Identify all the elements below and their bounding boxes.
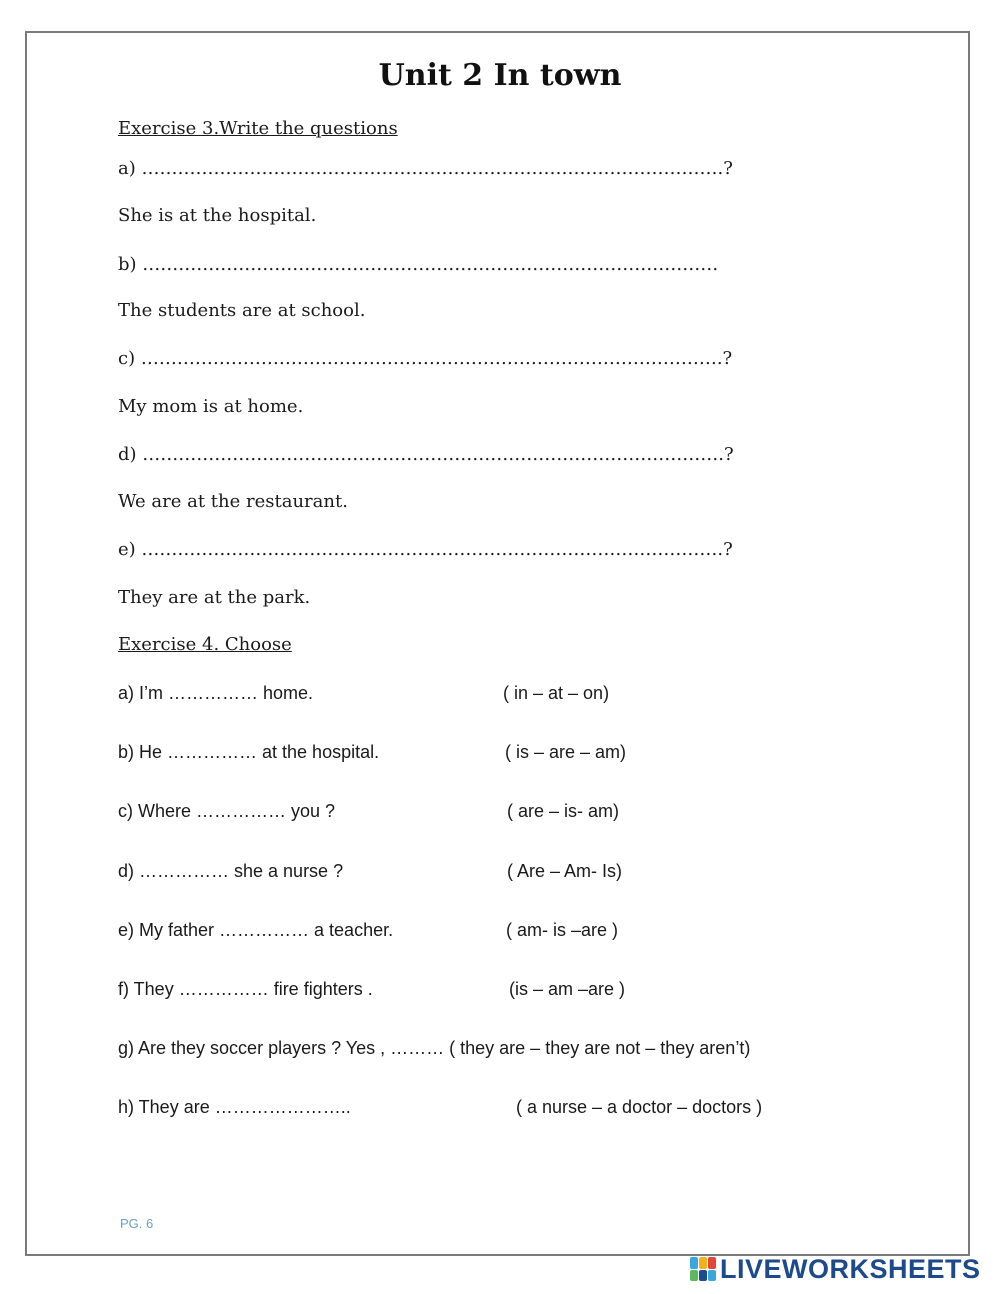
exercise-4-sentence-c[interactable]: c) Where …………… you ?	[118, 801, 336, 821]
liveworksheets-brand: LIVEWORKSHEETS	[720, 1253, 981, 1284]
exercise-4-sentence-g[interactable]: g) Are they soccer players ? Yes , ……… ( they are – they are not – they aren’t)	[118, 1038, 751, 1058]
exercise-4-options-b: ( is – are – am)	[505, 742, 627, 762]
exercise-3-prompt-e[interactable]: e) …………………………………………………………………………………….?	[118, 539, 733, 560]
exercise-3-answer-d: We are at the restaurant.	[118, 491, 348, 512]
exercise-3-answer-c: My mom is at home.	[118, 396, 304, 417]
exercise-4-sentence-a[interactable]: a) I’m …………… home.	[118, 683, 314, 703]
exercise-4-options-d: ( Are – Am- Is)	[507, 861, 623, 881]
exercise-3-heading: Exercise 3.Write the questions	[118, 118, 398, 139]
exercise-4-heading: Exercise 4. Choose	[118, 634, 292, 655]
exercise-4-options-f: (is – am –are )	[509, 979, 626, 999]
exercise-3-answer-b: The students are at school.	[118, 300, 366, 321]
exercise-3-answer-a: She is at the hospital.	[118, 205, 317, 226]
exercise-3-prompt-c[interactable]: c) …………………………………………………………………………………….?	[118, 348, 733, 369]
exercise-3-prompt-a[interactable]: a) …………………………………………………………………………………….?	[118, 158, 733, 179]
exercise-4-options-h: ( a nurse – a doctor – doctors )	[516, 1097, 763, 1117]
exercise-4-sentence-d[interactable]: d) …………… she a nurse ?	[118, 861, 344, 881]
page-title: Unit 2 In town	[378, 58, 622, 93]
exercise-4-sentence-b[interactable]: b) He …………… at the hospital.	[118, 742, 380, 762]
exercise-4-options-e: ( am- is –are )	[506, 920, 619, 940]
exercise-3-answer-e: They are at the park.	[118, 587, 311, 608]
exercise-3-prompt-b[interactable]: b) ……………………………………………………………………………………	[118, 254, 719, 275]
page-number: PG. 6	[120, 1216, 154, 1231]
exercise-4-options-c: ( are – is- am)	[507, 801, 620, 821]
exercise-4-sentence-h[interactable]: h) They are …………………..	[118, 1097, 351, 1117]
exercise-3-prompt-d[interactable]: d) …………………………………………………………………………………….?	[118, 444, 734, 465]
exercise-4-options-a: ( in – at – on)	[503, 683, 610, 703]
exercise-4-sentence-f[interactable]: f) They …………… fire fighters .	[118, 979, 373, 999]
liveworksheets-logo-icon	[690, 1257, 716, 1281]
liveworksheets-logo[interactable]	[690, 1254, 981, 1284]
exercise-4-sentence-e[interactable]: e) My father …………… a teacher.	[118, 920, 394, 940]
